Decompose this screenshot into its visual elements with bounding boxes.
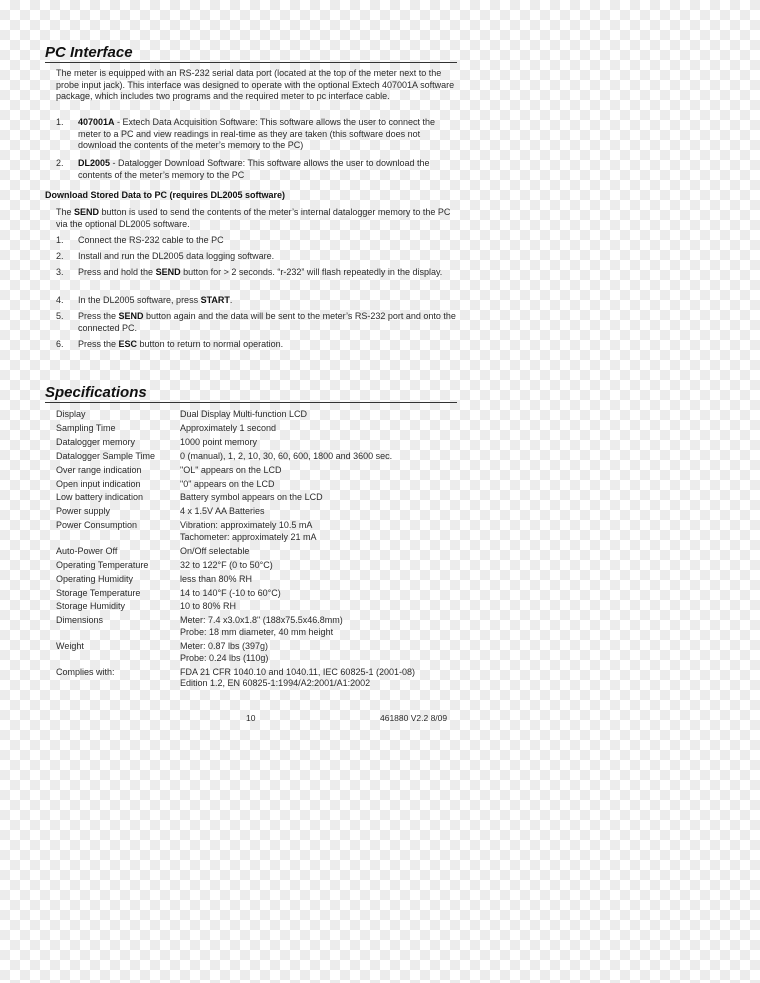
list-number: 2. [56,251,64,261]
spec-value: Approximately 1 second [180,422,277,433]
spec-label: Sampling Time [56,422,116,433]
download-intro [56,207,460,230]
spec-value: Probe: 18 mm diameter, 40 mm height [180,627,334,637]
spec-label: Datalogger memory [56,436,136,447]
spec-value: On/Off selectable [180,545,250,556]
spec-value: less than 80% RH [180,573,253,584]
pc-interface-heading: PC Interface [45,44,457,63]
list-number: 3. [56,267,64,277]
spec-value: Probe: 0.24 lbs (110g) [180,652,269,663]
spec-value: 32 to 122°F (0 to 50°C) [180,559,273,570]
intro-text: button is used to send the contents of the meter’s internal datalogger memory to the PC via the optional DL2005 software. [56,207,451,229]
spec-label: Over range indication [56,464,142,475]
document-id: 461880 V2.2 8/09 [380,713,448,723]
spec-value: 14 to 140°F (-10 to 60°C) [180,587,281,598]
spec-value: Dual Display Multi-function LCD [180,409,308,419]
spec-label: Display [56,409,86,419]
list-number: 1. [56,117,64,127]
spec-value: Vibration: approximately 10.5 mA [180,520,313,531]
spec-value: 10 to 80% RH [180,601,237,612]
list-text: Install and run the DL2005 data logging software. [78,251,275,261]
list-text [78,117,460,152]
spec-label: Storage Temperature [56,587,141,598]
download-subheading: Download Stored Data to PC (requires DL2005 software) [45,190,286,200]
spec-label: Datalogger Sample Time [56,450,156,461]
spec-label: Operating Temperature [56,559,149,570]
list-number: 1. [56,235,64,245]
specifications-heading: Specifications [45,384,457,403]
spec-label: Power Consumption [56,520,138,531]
list-number: 2. [56,158,64,168]
program-description: - Extech Data Acquisition Software: This software allows the user to connect the meter to a PC and view readings in real-time as they are taken (this software does not download the contents of the meter’s memory to the PC) [78,117,436,150]
intro-text: The [56,207,75,217]
list-number: 5. [56,311,64,321]
list-text [78,158,460,181]
list-text: Press the ESC button to return to normal operation. [78,339,284,349]
spec-value: Meter: 0.87 lbs (397g) [180,640,269,651]
send-label: SEND [74,207,100,217]
spec-value: "OL" appears on the LCD [180,464,282,475]
list-text: In the DL2005 software, press START. [78,295,233,305]
spec-value: Tachometer: approximately 21 mA [180,531,317,542]
program-name: 407001A [78,117,115,127]
list-text: Press the SEND button again and the data will be sent to the meter’s RS-232 port and onto the connected PC. [78,311,456,333]
pc-interface-intro: The meter is equipped with an RS-232 serial data port (located at the top of the meter next to the probe input jack). This interface was designed to operate with the optional Extech 407001A software package, which includes two programs and the required meter to pc interface cable. [56,68,455,101]
spec-label: Operating Humidity [56,573,134,584]
spec-value: Edition 1.2, EN 60825-1:1994/A2:2001/A1:2002 [180,678,371,689]
spec-value: 0 (manual), 1, 2, 10, 30, 60, 600, 1800 and 3600 sec. [180,450,393,461]
spec-label: Open input indication [56,478,141,489]
list-number: 6. [56,339,64,349]
spec-value: "0" appears on the LCD [180,478,275,489]
spec-label: Auto-Power Off [56,545,118,556]
spec-value: 1000 point memory [180,436,258,447]
list-number: 4. [56,295,64,305]
spec-label: Storage Humidity [56,601,126,612]
spec-value: Meter: 7.4 x3.0x1.8" (188x75.5x46.8mm) [180,615,343,626]
spec-label: Dimensions [56,615,104,626]
spec-label: Low battery indication [56,492,144,503]
spec-label: Weight [56,640,84,651]
spec-value: 4 x 1.5V AA Batteries [180,506,265,517]
page-number: 10 [246,713,256,723]
spec-label: Power supply [56,506,111,517]
list-text: Press and hold the SEND button for > 2 seconds. “r-232” will flash repeatedly in the display. [78,267,443,277]
spec-value: FDA 21 CFR 1040.10 and 1040.11, IEC 60825-1 (2001-08) [180,666,415,677]
program-name: DL2005 [78,158,111,168]
spec-value: Battery symbol appears on the LCD [180,492,323,503]
program-description: - Datalogger Download Software: This software allows the user to download the contents of the meter’s memory to the PC [78,158,430,180]
spec-label: Complies with: [56,666,115,677]
list-text: Connect the RS-232 cable to the PC [78,235,224,245]
